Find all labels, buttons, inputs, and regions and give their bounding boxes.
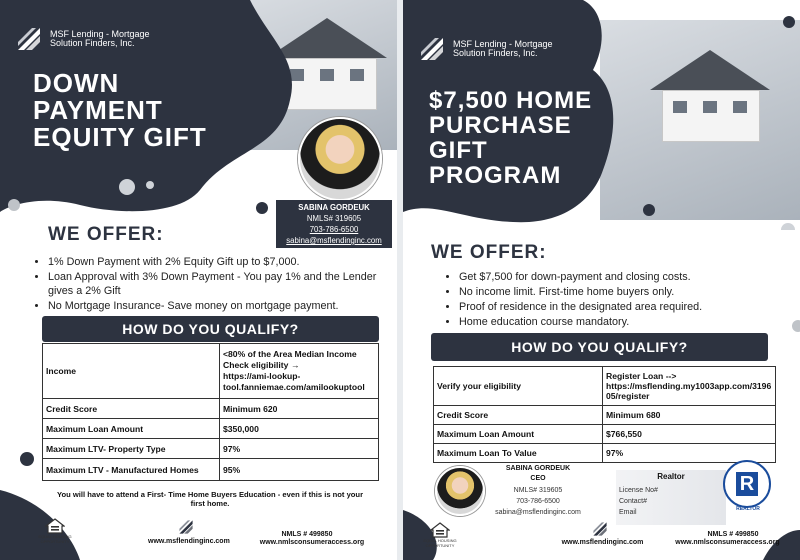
msf-logo-icon [177,518,195,536]
advisor-portrait [298,117,382,201]
brand-name: MSF Lending - Mortgage Solution Finders, Inc. [453,39,553,58]
table-row [434,425,776,444]
advisor-email[interactable]: sabina@msflendinginc.com [286,236,382,245]
advisor-role: CEO [530,475,546,482]
table-row [43,439,379,459]
brand-name: MSF Lending - Mortgage Solution Finders, Inc. [50,29,150,48]
equal-housing-icon [430,522,450,538]
row-value [603,367,776,406]
row-value: Minimum 680 [603,406,776,425]
website-link[interactable]: www.msflendinginc.com [148,538,230,545]
row-value: 97% [603,444,776,463]
offer-heading: WE OFFER: [48,224,164,245]
row-value [220,344,379,399]
equal-housing-icon [45,518,65,534]
advisor-email[interactable]: sabina@msflendinginc.com [495,509,581,516]
msf-logo-icon [417,34,447,64]
row-label: Maximum Loan Amount [434,425,603,444]
offer-item: • Get $7,500 for down-payment and closing costs. [459,270,799,284]
advisor-nmls: NMLS# 319605 [306,214,362,223]
offer-list [32,255,383,314]
equal-housing-logo [38,518,72,544]
realtor-contact: Contact# [619,498,648,505]
brand [417,34,553,64]
realtor-badge: REALTOR [736,506,760,512]
msf-logo-icon [591,520,609,538]
row-label: Maximum LTV- Property Type [43,439,220,459]
realtor-license: License No# [619,487,658,494]
qualify-table [433,366,776,463]
row-value: $766,550 [603,425,776,444]
offer-item: • Loan Approval with 3% Down Payment - You pay 1% and the Lender gives a 2% Gift [48,270,383,298]
income-value[interactable]: <80% of the Area Median Income Check eligibility → https://ami-lookup-tool.fanniemae.com/amilookuptool [223,349,365,392]
row-value: $350,000 [220,419,379,439]
brand [14,24,150,54]
row-value: 97% [220,439,379,459]
realtor-logo-icon: R [723,460,771,508]
table-row [43,344,379,399]
realtor-heading: Realtor [657,472,685,481]
realtor-email: Email [619,509,637,516]
qualify-table [42,343,379,481]
left-flyer [0,0,397,560]
nmls-site-link[interactable]: www.nmlsconsumeraccess.org [259,539,365,546]
table-row [43,419,379,439]
row-label: Credit Score [43,399,220,419]
row-label: Income [43,344,220,399]
nmls-footer: NMLS # 499850 [707,531,759,538]
offer-item: • No Mortgage Insurance- Save money on mortgage payment. [48,299,383,313]
offer-list [443,270,799,330]
equal-housing-logo [423,522,457,548]
row-label: Maximum Loan To Value [434,444,603,463]
row-value: Minimum 620 [220,399,379,419]
flyer-title: DOWN PAYMENT EQUITY GIFT [33,68,207,152]
education-note: You will have to attend a First- Time Home Buyers Education - even if this is not your first home. [56,490,364,508]
nmls-site-link[interactable]: www.nmlsconsumeraccess.org [675,539,780,546]
qualify-heading: HOW DO YOU QUALIFY? [431,333,768,361]
equal-housing-text: EQUAL HOUSING OPPORTUNITY [38,534,72,544]
row-label: Verify your eligibility [434,367,603,406]
table-row [43,399,379,419]
advisor-portrait [435,466,485,516]
offer-heading: WE OFFER: [431,242,547,263]
row-label: Credit Score [434,406,603,425]
msf-logo-icon [14,24,44,54]
flyer-title: $7,500 HOME PURCHASE GIFT PROGRAM [429,87,593,189]
offer-item: • No income limit. First-time home buyers only. [459,285,799,299]
table-row [434,367,776,406]
decor-dot [20,452,34,466]
offer-item: • Home education course mandatory. [459,315,799,329]
advisor-phone[interactable]: 703-786-6500 [309,225,359,234]
offer-item: • 1% Down Payment with 2% Equity Gift up to $7,000. [48,255,383,269]
table-row [43,459,379,481]
advisor-nmls: NMLS# 319605 [513,487,563,494]
advisor-phone[interactable]: 703-786-6500 [516,498,560,505]
register-link[interactable]: Register Loan --> https://msflending.my1003app.com/319605/register [606,371,772,401]
table-row [434,406,776,425]
advisor-name: SABINA GORDEUK [505,465,571,472]
row-label: Maximum LTV - Manufactured Homes [43,459,220,481]
nmls-footer: NMLS # 499850 [281,531,333,538]
offer-item: • Proof of residence in the designated area required. [459,300,799,314]
website-link[interactable]: www.msflendinginc.com [561,539,644,546]
row-value: 95% [220,459,379,481]
qualify-heading: HOW DO YOU QUALIFY? [42,316,379,342]
equal-housing-text: EQUAL HOUSING OPPORTUNITY [423,538,457,548]
right-flyer [403,0,800,560]
row-label: Maximum Loan Amount [43,419,220,439]
table-row [434,444,776,463]
advisor-card [276,200,392,248]
advisor-name: SABINA GORDEUK [298,203,370,212]
